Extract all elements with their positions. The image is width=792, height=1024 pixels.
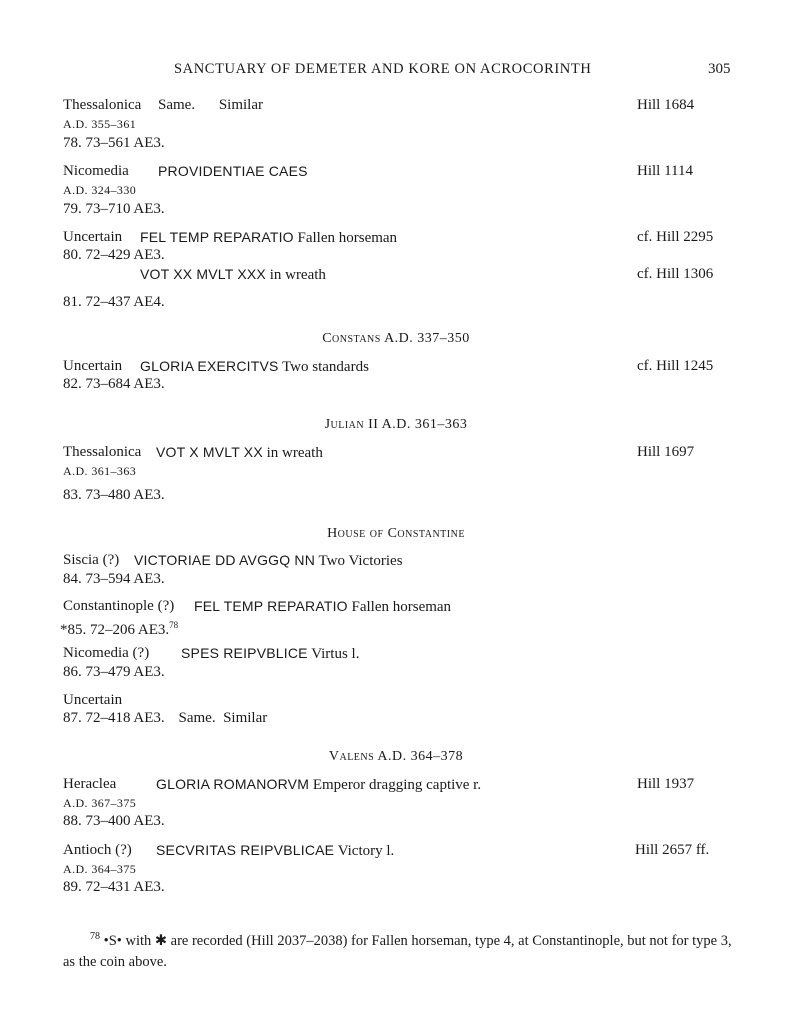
reference: cf. Hill 1245: [637, 358, 714, 374]
legend-description: Same. Similar: [178, 710, 268, 726]
legend-same: Same.: [158, 97, 196, 113]
legend: [158, 162, 308, 181]
legend-inscription: SPES REIPVBLICE: [181, 645, 308, 661]
footnote-reference[interactable]: 78: [169, 620, 179, 630]
legend: [140, 228, 397, 247]
date: A.D. 324–330: [63, 183, 137, 197]
legend-inscription: FEL TEMP REPARATIO: [194, 598, 348, 614]
legend-inscription: VOT X MVLT XX: [156, 444, 263, 460]
legend-description: Virtus l.: [311, 646, 360, 662]
section-heading-valens: Valens A.D. 364–378: [328, 749, 464, 764]
legend-inscription: PROVIDENTIAE CAES: [158, 163, 308, 179]
footnote-number: 78: [90, 931, 100, 942]
mint: Thessalonica: [63, 97, 142, 113]
section-heading-house-of-constantine: House of Constantine: [327, 526, 465, 541]
footnote: [63, 926, 733, 973]
mint: Uncertain: [63, 358, 123, 374]
legend-description: in wreath: [269, 267, 326, 283]
legend-description: Fallen horseman: [351, 599, 452, 615]
reference: cf. Hill 1306: [637, 266, 714, 282]
legend: [134, 551, 403, 570]
catalogue-number: 81. 72–437 AE4.: [63, 294, 165, 310]
catalogue-number: 89. 72–431 AE3.: [63, 879, 165, 895]
legend: [194, 597, 451, 616]
catalogue-number: 86. 73–479 AE3.: [63, 664, 165, 680]
catalogue-number: 87. 72–418 AE3.: [63, 710, 165, 726]
catalogue-number: 88. 73–400 AE3.: [63, 813, 165, 829]
legend: [140, 265, 326, 284]
page-header: [0, 61, 792, 81]
legend-inscription: VOT XX MVLT XXX: [140, 266, 266, 282]
legend-inscription: VICTORIAE DD AVGGQ NN: [134, 552, 316, 568]
legend: [156, 443, 323, 462]
catalogue-number: 78. 73–561 AE3.: [63, 135, 165, 151]
reference: Hill 2657 ff.: [635, 842, 710, 858]
legend-description: Victory l.: [337, 843, 395, 859]
mint: Siscia (?): [63, 552, 120, 568]
mint: Heraclea: [63, 776, 117, 792]
legend-description: in wreath: [266, 445, 323, 461]
date: A.D. 367–375: [63, 796, 137, 810]
legend: [156, 691, 267, 745]
running-title: SANCTUARY OF DEMETER AND KORE ON ACROCORINTH: [174, 61, 592, 77]
legend: [158, 96, 263, 114]
reference: Hill 1697: [637, 444, 695, 460]
date: A.D. 361–363: [63, 464, 137, 478]
catalogue-number: 83. 73–480 AE3.: [63, 487, 165, 503]
legend-description: Similar: [218, 97, 263, 113]
date: A.D. 355–361: [63, 117, 137, 131]
date: A.D. 364–375: [63, 862, 137, 876]
mint: Uncertain: [63, 692, 123, 708]
reference: Hill 1114: [637, 163, 693, 179]
legend-description: Two standards: [282, 359, 369, 375]
mint: Thessalonica: [63, 444, 142, 460]
legend: [156, 775, 481, 794]
section-heading-constans: Constans A.D. 337–350: [322, 331, 470, 346]
reference: cf. Hill 2295: [637, 229, 714, 245]
catalogue-number: 84. 73–594 AE3.: [63, 571, 165, 587]
catalogue-number: *85. 72–206 AE3.78: [60, 620, 179, 638]
legend: [140, 357, 369, 376]
legend: [156, 841, 394, 860]
legend-description: Emperor dragging captive r.: [312, 777, 482, 793]
catalogue-number: 82. 73–684 AE3.: [63, 376, 165, 392]
legend: [181, 644, 359, 663]
page-number: 305: [708, 61, 731, 77]
catalogue-number: 80. 72–429 AE3.: [63, 247, 165, 263]
mint: Uncertain: [63, 229, 123, 245]
legend-description: Fallen horseman: [297, 230, 398, 246]
section-heading-julian: Julian II A.D. 361–363: [324, 417, 468, 432]
legend-inscription: FEL TEMP REPARATIO: [140, 229, 294, 245]
mint: Nicomedia (?): [63, 645, 150, 661]
legend-description: Two Victories: [318, 553, 403, 569]
legend-inscription: GLORIA EXERCITVS: [140, 358, 279, 374]
mint: Constantinople (?): [63, 598, 175, 614]
reference: Hill 1937: [637, 776, 695, 792]
footnote-text: •S• with ✱ are recorded (Hill 2037–2038) for Fallen horseman, type 4, at Constantinople, but not for type 3, as the coin above.: [63, 932, 732, 970]
legend-inscription: SECVRITAS REIPVBLICAE: [156, 842, 335, 858]
mint: Antioch (?): [63, 842, 132, 858]
mint: Nicomedia: [63, 163, 129, 179]
catalogue-number: 79. 73–710 AE3.: [63, 201, 165, 217]
reference: Hill 1684: [637, 97, 695, 113]
legend-inscription: GLORIA ROMANORVM: [156, 776, 310, 792]
